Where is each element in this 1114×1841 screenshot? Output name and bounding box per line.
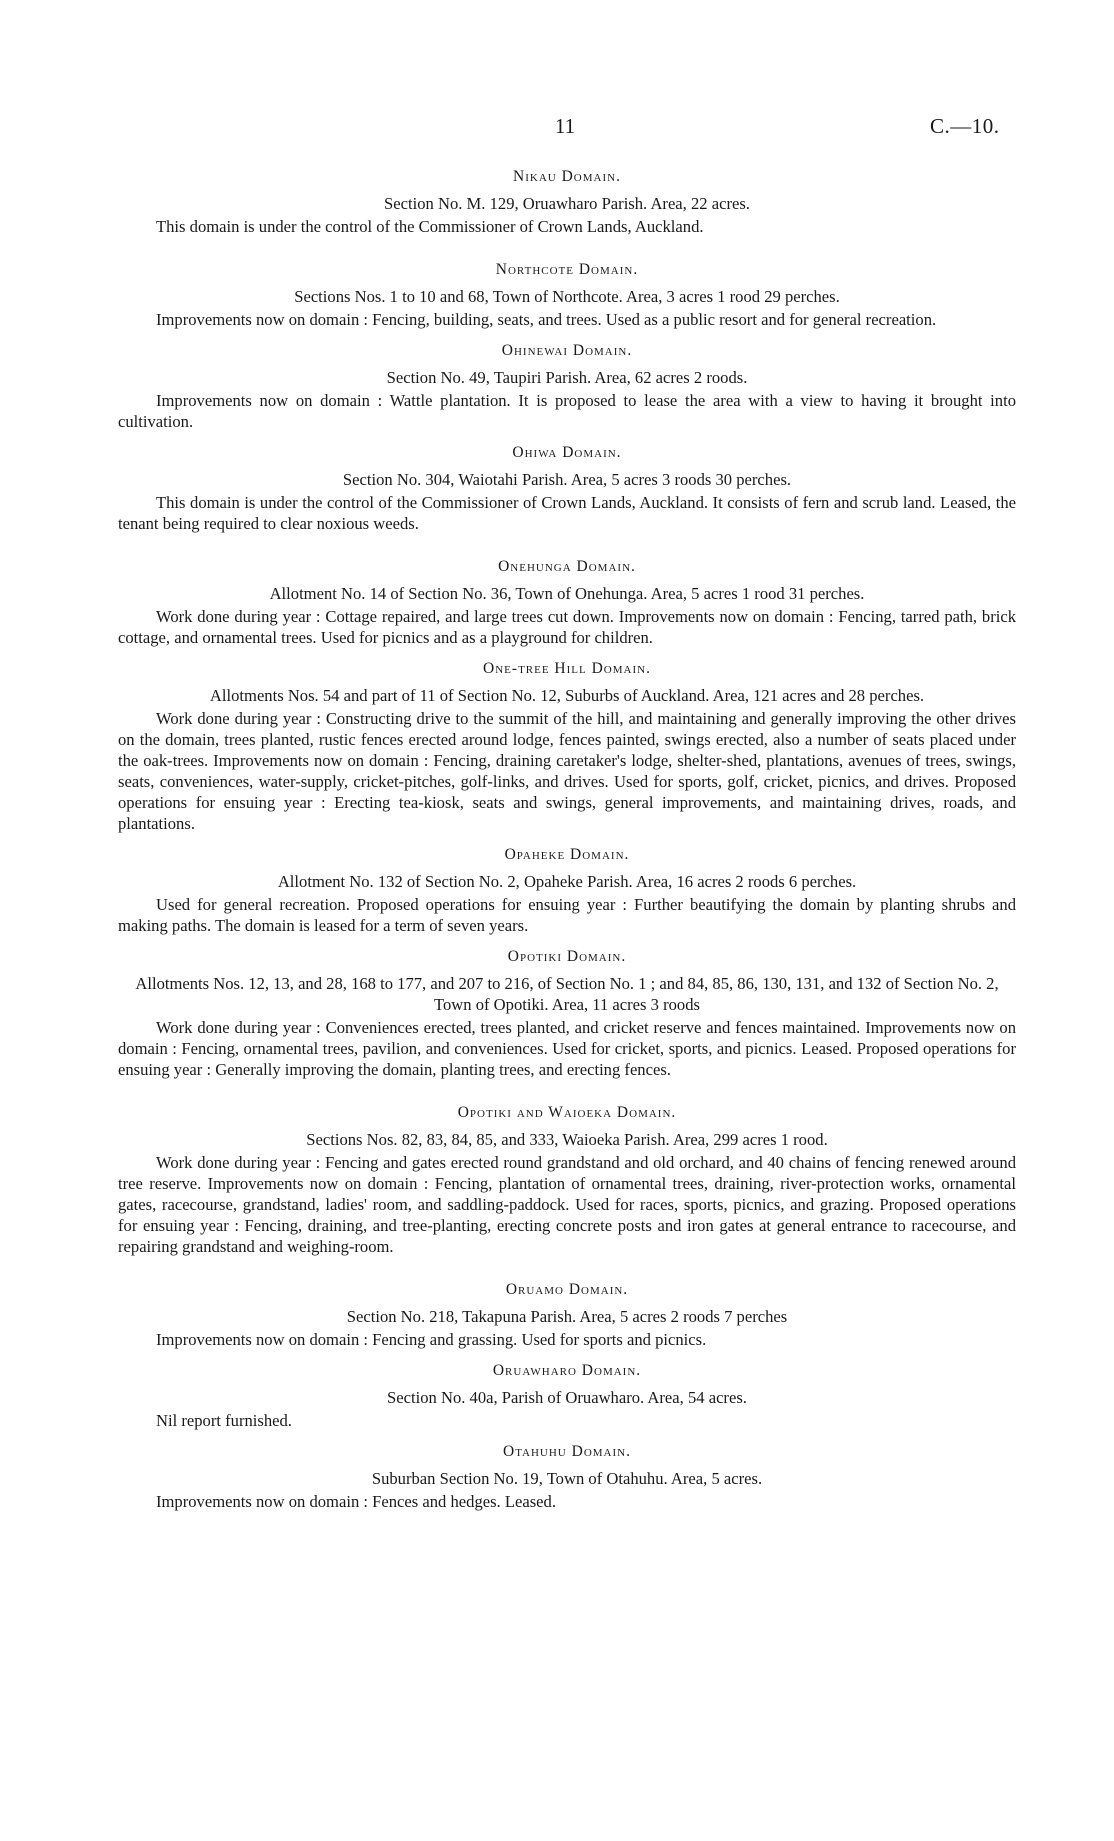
domain-paragraph: Used for general recreation. Proposed operations for ensuing year : Further beautifying the domain by planting shrubs and making paths. The domain is leased for a term of seven years. — [118, 895, 1016, 935]
domain-description: Sections Nos. 82, 83, 84, 85, and 333, Waioeka Parish. Area, 299 acres 1 rood. — [306, 1130, 828, 1149]
domain-section-oruawharo — [118, 1360, 1016, 1431]
domain-heading: Opaheke Domain. — [504, 846, 630, 863]
domain-heading: Opotiki and Waioeka Domain. — [457, 1104, 677, 1121]
domain-paragraph: This domain is under the control of the Commissioner of Crown Lands, Auckland. — [156, 217, 704, 236]
domain-heading: One-tree Hill Domain. — [483, 660, 651, 677]
domain-report-body — [118, 166, 1016, 1516]
domain-section-nikau — [118, 166, 1016, 237]
domain-paragraph: Improvements now on domain : Fencing, building, seats, and trees. Used as a public resort and for general recreation. — [156, 310, 937, 329]
domain-description: Section No. 40a, Parish of Oruawharo. Area, 54 acres. — [387, 1388, 747, 1407]
domain-description: Section No. 49, Taupiri Parish. Area, 62 acres 2 roods. — [386, 368, 748, 387]
domain-description: Sections Nos. 1 to 10 and 68, Town of Northcote. Area, 3 acres 1 rood 29 perches. — [294, 287, 840, 306]
domain-heading: Oruawharo Domain. — [492, 1362, 642, 1379]
domain-paragraph: Improvements now on domain : Fencing and grassing. Used for sports and picnics. — [156, 1330, 707, 1349]
domain-section-opotiki-waioeka — [118, 1102, 1016, 1257]
domain-section-one-tree-hill — [118, 658, 1016, 834]
document-reference: C.—10. — [930, 114, 1000, 138]
domain-description: Section No. M. 129, Oruawharo Parish. Area, 22 acres. — [384, 194, 750, 213]
domain-description: Allotments Nos. 54 and part of 11 of Section No. 12, Suburbs of Auckland. Area, 121 acres and 28 perches. — [209, 686, 925, 705]
domain-heading: Northcote Domain. — [495, 261, 639, 278]
domain-paragraph: Work done during year : Conveniences erected, trees planted, and cricket reserve and fences maintained. Improvements now on domain : Fencing, ornamental trees, pavilion, and conveniences. Used for cricket, sports, and picnics. Leased. Proposed operations for ensuing year : Generally improving the domain, planting trees, and erecting fences. — [118, 1018, 1016, 1079]
domain-paragraph: Work done during year : Constructing drive to the summit of the hill, and maintaining and generally improving the other drives on the domain, trees planted, rustic fences erected around lodge, fences painted, swings erected, also a number of seats placed under the oak-trees. Improvements now on domain : Fencing, draining caretaker's lodge, shelter-shed, plantations, avenues of trees, swings, seats, conveniences, water-supply, cricket-pitches, golf-links, and drives. Used for sports, golf, cricket, picnics, and drives. Proposed operations for ensuing year : Erecting tea-kiosk, seats and swings, general improvements, and maintaining drives, roads, and plantations. — [118, 709, 1016, 833]
domain-paragraph: Improvements now on domain : Fences and hedges. Leased. — [156, 1492, 556, 1511]
domain-heading: Ohinewai Domain. — [501, 342, 633, 359]
domain-heading: Opotiki Domain. — [507, 948, 627, 965]
domain-section-onehunga — [118, 556, 1016, 648]
domain-section-oruamo — [118, 1279, 1016, 1350]
domain-section-otahuhu — [118, 1441, 1016, 1512]
domain-section-opaheke — [118, 844, 1016, 936]
domain-paragraph: Work done during year : Fencing and gates erected round grandstand and old orchard, and 40 chains of fencing renewed around tree reserve. Improvements now on domain : Fencing, plantation of ornamental trees, draining, river-protection works, ornamental gates, racecourse, grandstand, ladies' room, and saddling-paddock. Used for races, sports, picnics, and grazing. Proposed operations for ensuing year : Fencing, draining, and tree-planting, erecting concrete posts and iron gates at general entrance to racecourse, and repairing grandstand and weighing-room. — [118, 1153, 1016, 1256]
domain-heading: Onehunga Domain. — [498, 558, 636, 575]
domain-heading: Nikau Domain. — [513, 168, 621, 185]
domain-description: Allotment No. 14 of Section No. 36, Town of Onehunga. Area, 5 acres 1 rood 31 perches. — [269, 584, 865, 603]
domain-section-northcote — [118, 259, 1016, 330]
domain-paragraph: This domain is under the control of the Commissioner of Crown Lands, Auckland. It consists of fern and scrub land. Leased, the tenant being required to clear noxious weeds. — [118, 493, 1016, 533]
domain-description: Allotment No. 132 of Section No. 2, Opaheke Parish. Area, 16 acres 2 roods 6 perches. — [277, 872, 857, 891]
domain-section-ohinewai — [118, 340, 1016, 432]
domain-description: Allotments Nos. 12, 13, and 28, 168 to 177, and 207 to 216, of Section No. 1 ; and 84, 85, 86, 130, 131, and 132 of Section No. 2, Town of Opotiki. Area, 11 acres 3 roods — [135, 974, 999, 1014]
domain-heading: Otahuhu Domain. — [503, 1443, 631, 1460]
domain-section-opotiki — [118, 946, 1016, 1080]
domain-section-ohiwa — [118, 442, 1016, 534]
domain-paragraph: Work done during year : Cottage repaired, and large trees cut down. Improvements now on domain : Fencing, tarred path, brick cottage, and ornamental trees. Used for picnics and as a playground for children. — [118, 607, 1016, 647]
domain-description: Suburban Section No. 19, Town of Otahuhu. Area, 5 acres. — [371, 1469, 763, 1488]
domain-paragraph: Improvements now on domain : Wattle plantation. It is proposed to lease the area with a view to having it brought into cultivation. — [118, 391, 1016, 431]
domain-heading: Oruamo Domain. — [505, 1281, 629, 1298]
domain-paragraph: Nil report furnished. — [156, 1411, 292, 1430]
domain-description: Section No. 304, Waiotahi Parish. Area, 5 acres 3 roods 30 perches. — [342, 470, 792, 489]
domain-heading: Ohiwa Domain. — [512, 444, 622, 461]
page-number: 11 — [554, 114, 576, 138]
domain-description: Section No. 218, Takapuna Parish. Area, 5 acres 2 roods 7 perches — [346, 1307, 788, 1326]
